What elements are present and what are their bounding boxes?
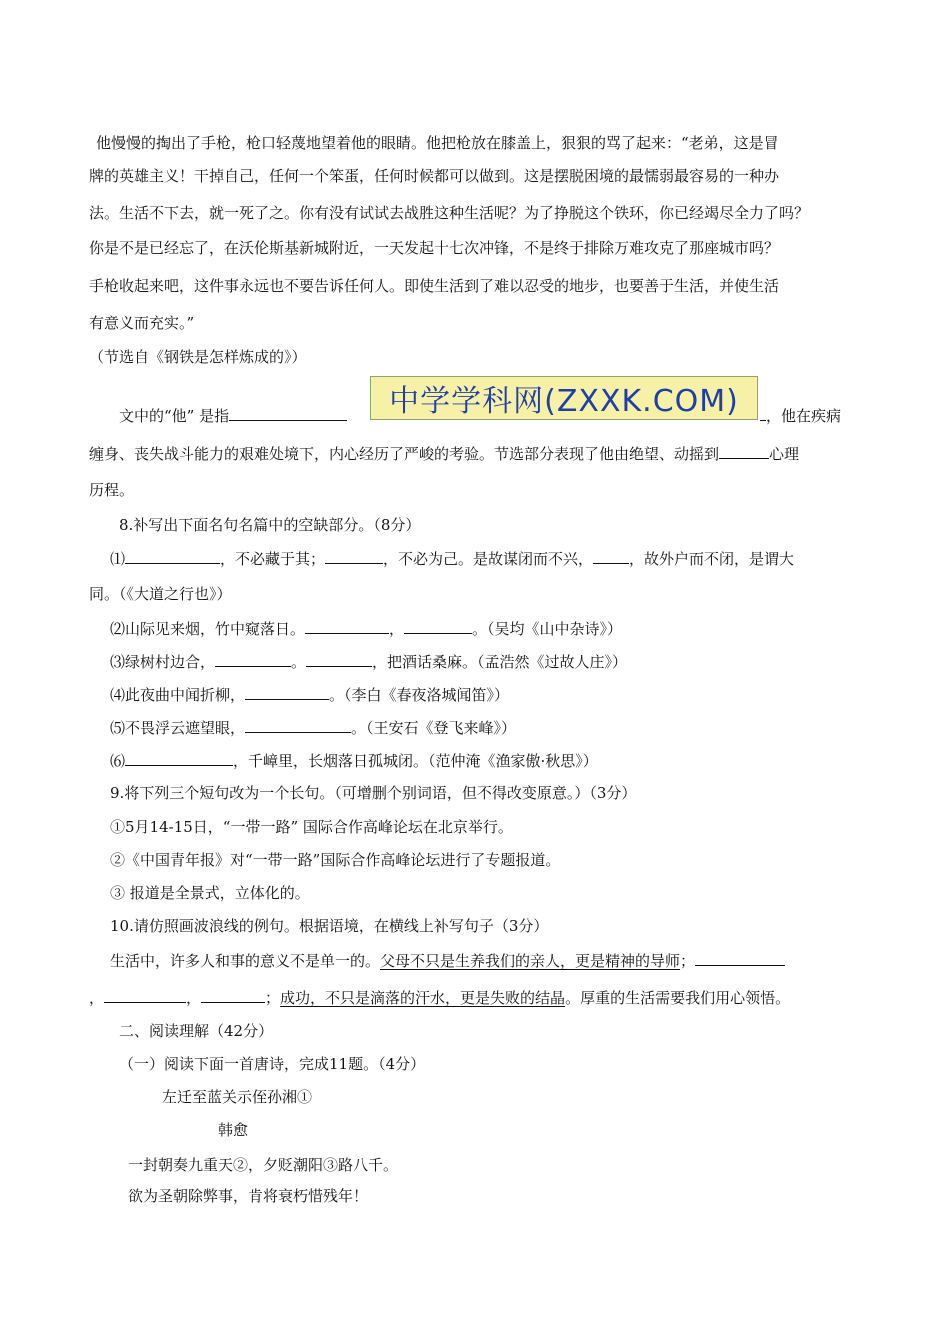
q10-line-2-post: 。厚重的生活需要我们用心领悟。 bbox=[565, 989, 791, 1007]
q7-line-1 bbox=[119, 405, 347, 426]
q7-line-3: 历程。 bbox=[89, 481, 135, 499]
q9-header: 9.将下列三个短句改为一个长句。（可增删个别词语，但不得改变原意。）（3分） bbox=[110, 784, 637, 802]
q8-item-1 bbox=[110, 548, 794, 569]
q10-line-2-a: ， bbox=[89, 989, 105, 1007]
section2-header: 二、阅读理解（42分） bbox=[119, 1022, 274, 1040]
q8-item-4-pre: ⑷此夜曲中闻折柳， bbox=[110, 686, 246, 704]
q7-prompt: 文中的“他” 是指 bbox=[119, 407, 230, 425]
q10-example-2-wavy: 成功，不只是滴落的汗水，更是失败的结晶 bbox=[280, 989, 566, 1007]
q8-blank-3a[interactable] bbox=[215, 651, 291, 667]
q8-item-1-num: ⑴ bbox=[110, 550, 126, 568]
q10-blank-2[interactable] bbox=[104, 987, 186, 1003]
q8-blank-6[interactable] bbox=[125, 750, 233, 766]
poem-author: 韩愈 bbox=[218, 1121, 249, 1139]
q8-item-2-mid: ， bbox=[389, 620, 405, 638]
q8-item-2-post: 。（吴均《山中杂诗》） bbox=[472, 620, 623, 638]
q8-item-4 bbox=[110, 684, 509, 705]
q10-line-2 bbox=[89, 987, 790, 1008]
q10-line-1-post: ； bbox=[680, 952, 696, 970]
q7-line-1-end bbox=[760, 405, 841, 426]
excerpt-line-6: 有意义而充实。” bbox=[89, 314, 195, 332]
q8-item-3-mid: 。 bbox=[291, 653, 307, 671]
q8-header: 8.补写出下面名句名篇中的空缺部分。（8分） bbox=[119, 516, 421, 534]
q8-item-2-pre: ⑵山际见来烟，竹中窥落日。 bbox=[110, 620, 306, 638]
q8-item-3-post: ，把酒话桑麻。（孟浩然《过故人庄》） bbox=[372, 653, 628, 671]
q8-blank-1b[interactable] bbox=[325, 548, 383, 564]
q8-blank-5[interactable] bbox=[245, 717, 351, 733]
q8-item-3-pre: ⑶绿树村边合， bbox=[110, 653, 216, 671]
q7-prompt-cont: ，他在疾病 bbox=[766, 407, 842, 425]
q8-item-1-line-2: 同。（《大道之行也》） bbox=[89, 585, 232, 603]
q8-item-1-text-b: ，不必为己。是故谋闭而不兴， bbox=[383, 550, 594, 568]
q8-blank-1c[interactable] bbox=[593, 548, 629, 564]
excerpt-line-5: 手枪收起来吧，这件事永远也不要告诉任何人。即使生活到了难以忍受的地步，也要善于生活，并使生活 bbox=[89, 277, 780, 295]
q10-example-1-wavy: 父母不只是生养我们的亲人，更是精神的导师 bbox=[380, 952, 681, 970]
q8-item-4-post: 。（李白《春夜洛城闻笛》） bbox=[329, 686, 510, 704]
q8-item-5-post: 。（王安石《登飞来峰》） bbox=[351, 719, 517, 737]
excerpt-line-4: 你是不是已经忘了，在沃伦斯基新城附近，一天发起十七次冲锋，不是终于排除万难攻克了那座城市吗？ bbox=[89, 239, 780, 257]
q10-header: 10.请仿照画波浪线的例句。根据语境，在横线上补写句子（3分） bbox=[110, 917, 549, 935]
q7-blank-2[interactable] bbox=[719, 443, 769, 459]
q10-blank-1[interactable] bbox=[695, 950, 785, 966]
q9-sentence-1: ①5月14-15日，“一带一路” 国际合作高峰论坛在北京举行。 bbox=[110, 818, 513, 836]
watermark-logo: 中学学科网(ZXXK.COM) bbox=[370, 376, 758, 420]
excerpt-source: （节选自《钢铁是怎样炼成的》） bbox=[89, 348, 307, 366]
q7-text-2a: 缠身、丧失战斗能力的艰难处境下，内心经历了严峻的考验。节选部分表现了他由绝望、动摇到 bbox=[89, 445, 720, 463]
q9-sentence-3: ③ 报道是全景式，立体化的。 bbox=[110, 884, 310, 902]
q10-line-1 bbox=[110, 950, 785, 971]
q7-line-2 bbox=[89, 443, 799, 464]
poem-line-2: 欲为圣朝除弊事，肯将衰朽惜残年！ bbox=[128, 1187, 369, 1205]
q8-item-6-pre: ⑹ bbox=[110, 752, 126, 770]
q8-item-5 bbox=[110, 717, 516, 738]
section2-sub: （一）阅读下面一首唐诗，完成11题。（4分） bbox=[119, 1055, 426, 1073]
poem-line-1: 一封朝奏九重天②，夕贬潮阳③路八千。 bbox=[128, 1156, 399, 1174]
q8-item-6-post: ，千嶂里，长烟落日孤城闭。（范仲淹《渔家傲·秋思》） bbox=[233, 752, 598, 770]
q8-blank-2a[interactable] bbox=[305, 618, 389, 634]
q8-item-1-text-c: ，故外户而不闭，是谓大 bbox=[629, 550, 795, 568]
q10-line-2-c: ； bbox=[265, 989, 281, 1007]
excerpt-line-3: 法。生活不下去，就一死了之。你有没有试试去战胜这种生活呢？为了挣脱这个铁环，你已经竭尽全力了吗？ bbox=[89, 204, 810, 222]
q8-item-1-text-a: ，不必藏于其； bbox=[220, 550, 326, 568]
q8-item-5-pre: ⑸不畏浮云遮望眼， bbox=[110, 719, 246, 737]
q9-sentence-2: ②《中国青年报》对“一带一路”国际合作高峰论坛进行了专题报道。 bbox=[110, 851, 561, 869]
q10-blank-3[interactable] bbox=[201, 987, 265, 1003]
q8-item-2 bbox=[110, 618, 622, 639]
q7-blank-1[interactable] bbox=[229, 405, 347, 421]
q8-blank-4[interactable] bbox=[245, 684, 329, 700]
q8-item-3 bbox=[110, 651, 627, 672]
excerpt-line-1: 他慢慢的掏出了手枪，枪口轻蔑地望着他的眼睛。他把枪放在膝盖上，狠狠的骂了起来：“老弟，这是冒 bbox=[96, 134, 779, 152]
q8-blank-3b[interactable] bbox=[306, 651, 372, 667]
q10-line-1-pre: 生活中，许多人和事的意义不是单一的。 bbox=[110, 952, 381, 970]
excerpt-line-2: 牌的英雄主义！干掉自己，任何一个笨蛋，任何时候都可以做到。这是摆脱困境的最懦弱最容易的一种办 bbox=[89, 167, 780, 185]
q8-blank-1a[interactable] bbox=[125, 548, 220, 564]
q7-text-2b: 心理 bbox=[769, 445, 800, 463]
q10-line-2-b: ， bbox=[186, 989, 202, 1007]
q8-blank-2b[interactable] bbox=[404, 618, 472, 634]
poem-title: 左迁至蓝关示侄孙湘① bbox=[162, 1088, 313, 1106]
q8-item-6 bbox=[110, 750, 598, 771]
